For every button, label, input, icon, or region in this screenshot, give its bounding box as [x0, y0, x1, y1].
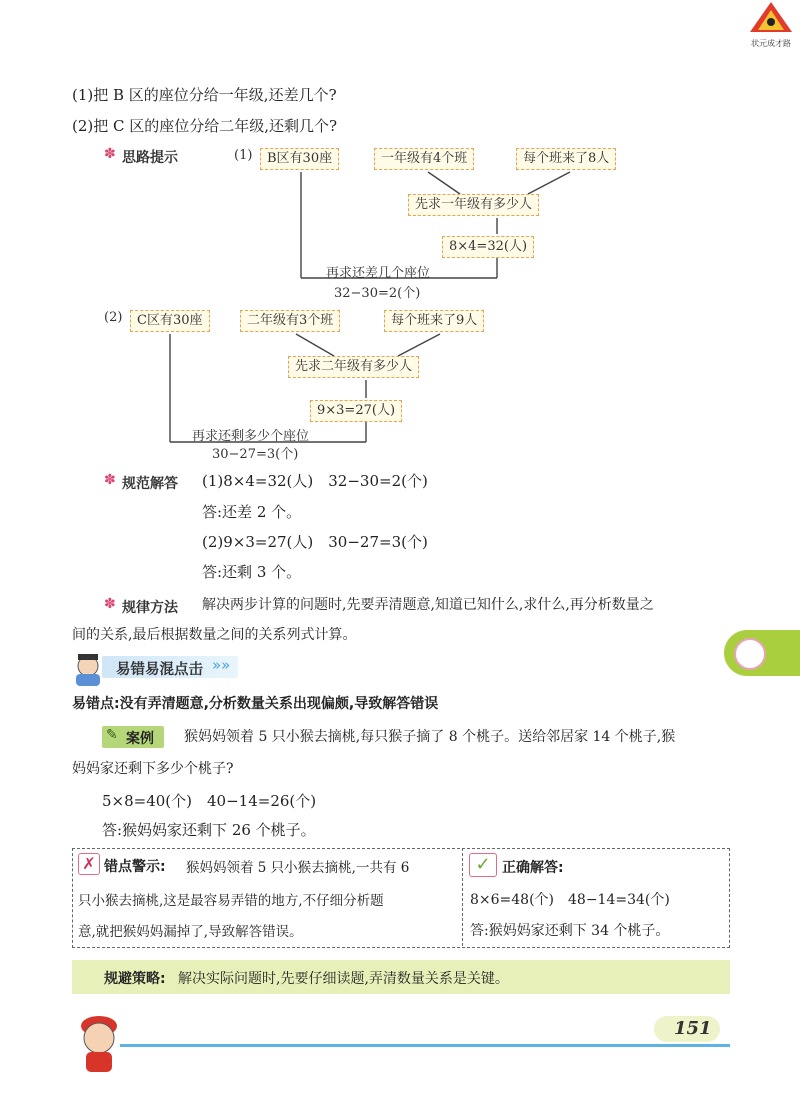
flower-icon: ✽	[104, 146, 116, 162]
strategy-text: 解决实际问题时,先要仔细读题,弄清数量关系是关键。	[178, 971, 509, 987]
method-text-2: 间的关系,最后根据数量之间的关系列式计算。	[72, 627, 357, 643]
diagram1-box-b-area: B区有30座	[260, 148, 339, 170]
diagram1-number: (1)	[234, 148, 253, 163]
diagram1-box-calc: 8×4=32(人)	[442, 236, 534, 258]
diagram2-then-step: 再求还剩多少个座位	[192, 429, 310, 444]
case-text-2: 妈妈家还剩下多少个桃子?	[72, 761, 234, 777]
strategy-label: 规避策略:	[104, 971, 166, 987]
diagram2-box-grade-classes: 二年级有3个班	[240, 310, 340, 332]
warning-text-3: 意,就把猴妈妈漏掉了,导致解答错误。	[78, 924, 303, 940]
answer-line-2: 答:还差 2 个。	[202, 503, 302, 521]
warning-label: 错点警示:	[104, 859, 166, 875]
check-mark-icon: ✓	[469, 853, 497, 877]
wrong-answer: 答:猴妈妈家还剩下 26 个桃子。	[102, 821, 316, 839]
diagram2-number: (2)	[104, 310, 123, 325]
case-badge	[102, 726, 164, 748]
diagram1-box-per-class: 每个班来了8人	[516, 148, 616, 170]
mascot-icon	[70, 652, 106, 686]
flower-icon: ✽	[104, 472, 116, 488]
question-1: (1)把 B 区的座位分给一年级,还差几个?	[72, 86, 337, 104]
diagram2-connectors	[0, 0, 800, 460]
diagram2-box-first-step: 先求二年级有多少人	[288, 356, 419, 378]
diagram2-box-calc: 9×3=27(人)	[310, 400, 402, 422]
case-text-1: 猴妈妈领着 5 只小猴去摘桃,每只猴子摘了 8 个桃子。送给邻居家 14 个桃子,猴	[184, 729, 676, 745]
case-label: 案例	[126, 731, 154, 747]
diagram1-then-step: 再求还差几个座位	[326, 266, 431, 281]
page-number: 151	[674, 1018, 712, 1039]
warning-text-2: 只小猴去摘桃,这是最容易弄错的地方,不仔细分析题	[78, 893, 384, 909]
question-2: (2)把 C 区的座位分给二年级,还剩几个?	[72, 117, 338, 135]
page-edge-tab	[724, 630, 800, 676]
error-point: 易错点:没有弄清题意,分析数量关系出现偏颇,导致解答错误	[72, 696, 439, 712]
hint-label: 思路提示	[122, 150, 178, 166]
flower-icon: ✽	[104, 596, 116, 612]
diagram2-box-c-area: C区有30座	[130, 310, 210, 332]
comparison-divider	[462, 848, 463, 946]
method-text-1: 解决两步计算的问题时,先要弄清题意,知道已知什么,求什么,再分析数量之	[202, 597, 654, 613]
wrong-calc: 5×8=40(个) 40−14=26(个)	[102, 792, 317, 810]
diagram2-box-per-class: 每个班来了9人	[384, 310, 484, 332]
error-section-title: 易错易混点击	[116, 662, 203, 678]
footer-mascot-icon	[64, 1004, 134, 1074]
pencil-icon: ✎	[106, 727, 118, 743]
footer-rule	[120, 1044, 730, 1047]
method-label: 规律方法	[122, 600, 178, 616]
double-chevron-icon: »»	[212, 656, 231, 674]
diagram1-final-calc: 32−30=2(个)	[334, 286, 421, 301]
wrong-mark-icon: ✗	[78, 853, 100, 875]
answer-label: 规范解答	[122, 476, 178, 492]
answer-line-1: (1)8×4=32(人) 32−30=2(个)	[202, 472, 428, 490]
warning-text-1: 猴妈妈领着 5 只小猴去摘桃,一共有 6	[186, 860, 410, 876]
diagram1-box-first-step: 先求一年级有多少人	[408, 194, 539, 216]
diagram1-box-grade-classes: 一年级有4个班	[374, 148, 474, 170]
correct-answer: 答:猴妈妈家还剩下 34 个桃子。	[470, 923, 670, 939]
correct-calc: 8×6=48(个) 48−14=34(个)	[470, 892, 670, 908]
sheep-icon	[734, 638, 766, 670]
logo-text: 状元成才路	[751, 39, 791, 48]
answer-line-4: 答:还剩 3 个。	[202, 563, 302, 581]
diagram2-final-calc: 30−27=3(个)	[212, 447, 299, 462]
correct-label: 正确解答:	[502, 860, 564, 876]
answer-line-3: (2)9×3=27(人) 30−27=3(个)	[202, 533, 428, 551]
